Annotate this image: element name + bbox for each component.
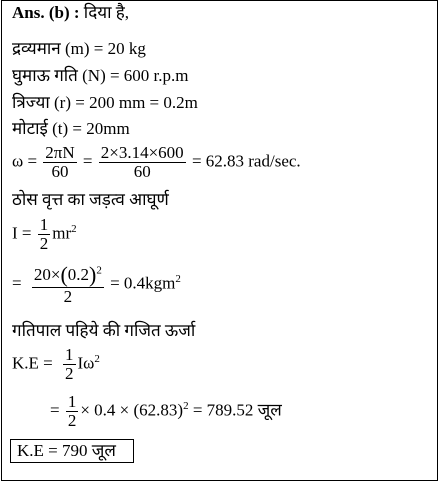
ke-calc-middle: × 0.4 × (62.83): [80, 400, 184, 420]
thickness-line: मोटाई (t) = 20mm: [12, 119, 130, 138]
inertia-calc-result: = 0.4kgm: [110, 273, 176, 293]
omega-equation: [12, 144, 301, 181]
ke-calc-denominator: 2: [67, 411, 77, 430]
omega-f1-numerator: 2πN: [45, 143, 75, 162]
answer-given: दिया है,: [83, 3, 130, 22]
ke-calc-result: = 789.52 जूल: [192, 400, 282, 420]
omega-fraction-2: [99, 144, 186, 181]
mass-line: द्रव्यमान (m) = 20 kg: [12, 39, 146, 58]
inertia-denominator: 2: [39, 234, 49, 253]
omega-f1-denominator: 60: [51, 162, 69, 181]
ke-rhs: Iω: [77, 353, 95, 373]
omega-fraction-1: [43, 144, 76, 181]
right-paren: ): [89, 262, 97, 287]
solution-box: [1, 0, 438, 481]
inertia-formula: [12, 216, 77, 253]
answer-label: Ans. (b) :: [12, 3, 80, 22]
omega-lhs: ω =: [12, 151, 38, 171]
ke-denominator: 2: [65, 364, 74, 383]
omega-result: = 62.83 rad/sec.: [191, 151, 301, 171]
omega-equals: =: [82, 151, 93, 171]
inertia-calc-num-pre: 20×: [33, 265, 61, 284]
ke-fraction: [63, 346, 76, 383]
inertia-exponent: 2: [71, 222, 77, 235]
ke-numerator: 1: [65, 345, 74, 364]
left-paren: (: [60, 262, 68, 287]
energy-heading: गतिपाल पहिये की गजित ऊर्जा: [12, 321, 196, 340]
inertia-calc-lhs: =: [12, 273, 22, 293]
radius-line: त्रिज्या (r) = 200 mm = 0.2m: [12, 93, 198, 112]
inertia-lhs: I =: [12, 223, 32, 243]
ke-lhs: K.E =: [12, 353, 53, 373]
answer-line: [12, 3, 129, 23]
inertia-calc-fraction: [32, 263, 104, 306]
omega-f2-denominator: 60: [133, 162, 151, 181]
inertia-heading: ठोस वृत्त का जड़त्व आघूर्ण: [12, 190, 169, 209]
ke-calculation: [50, 393, 282, 430]
ke-calc-fraction: [66, 393, 79, 430]
ke-calc-numerator: 1: [67, 392, 77, 411]
inertia-calc-denominator: 2: [63, 287, 73, 306]
ke-calc-lhs: =: [50, 400, 60, 420]
inertia-calc-num-inner: 0.2: [67, 265, 90, 284]
inertia-numerator: 1: [39, 215, 49, 234]
inertia-calc-numerator: [32, 263, 104, 288]
ke-exponent: 2: [94, 352, 100, 365]
inertia-calc-num-exp: 2: [96, 264, 102, 277]
speed-line: घुमाऊ गति (N) = 600 r.p.m: [12, 66, 189, 85]
ke-formula: [12, 346, 100, 383]
omega-f2-numerator: 2×3.14×600: [100, 143, 184, 162]
inertia-calc-result-exp: 2: [175, 272, 181, 285]
inertia-fraction: [38, 216, 51, 253]
ke-calc-exponent: 2: [183, 399, 189, 412]
final-answer-box: K.E = 790 जूल: [10, 439, 134, 463]
inertia-rhs: mr: [52, 223, 72, 243]
inertia-calculation: [12, 263, 181, 306]
